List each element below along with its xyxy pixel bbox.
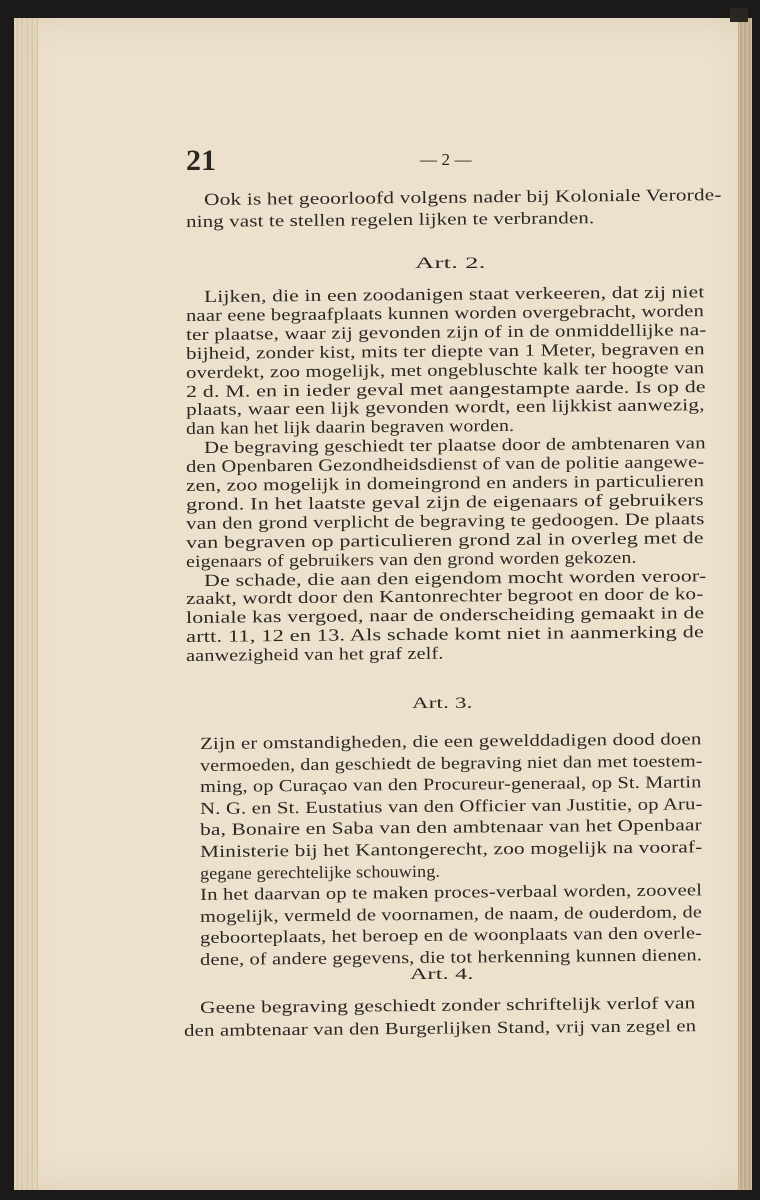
text-line: In het daarvan op te maken proces-verbaal worden, zooveel — [200, 880, 703, 905]
text-line: plaats, waar een lijk gevonden wordt, een lijkkist aanwezig, — [186, 395, 705, 420]
text-line: ter plaatse, waar zij gevonden zijn of in de onmiddellijke na- — [186, 319, 707, 344]
text-line: den Openbaren Gezondheidsdienst of van de politie aangewe- — [186, 452, 705, 477]
article-heading: Art. 4. — [410, 966, 474, 983]
book-corner — [730, 8, 748, 22]
article-heading: Art. 2. — [415, 255, 486, 272]
text-line: De schade, die aan den eigendom mocht worden veroor- — [204, 565, 707, 590]
text-line: Ook is het geoorloofd volgens nader bij Koloniale Verorde- — [204, 185, 722, 209]
text-line: naar eene begraafplaats kunnen worden overgebracht, worden — [186, 301, 705, 325]
text-line: Geene begraving geschiedt zonder schriftelijk verlof van — [200, 993, 696, 1017]
text-line: den ambtenaar van den Burgerlijken Stand, vrij van zegel en — [184, 1016, 697, 1040]
text-line: dan kan het lijk daarin begraven worden. — [186, 416, 515, 439]
text-line: gegane gerechtelijke schouwing. — [200, 861, 441, 883]
page-folio-number: 21 — [186, 144, 216, 177]
text-line: artt. 11, 12 en 13. Als schade komt niet in aanmerking de — [186, 622, 705, 647]
article-heading: Art. 3. — [412, 695, 473, 712]
text-line: ming, op Curaçao van den Procureur-generaal, op St. Martin — [200, 772, 702, 797]
text-line: mogelijk, vermeld de voornamen, de naam, de ouderdom, de — [200, 902, 703, 926]
text-line: geboorteplaats, het beroep en de woonplaats van den overle- — [200, 923, 703, 948]
text-line: Zijn er omstandigheden, die een gewelddadigen dood doen — [200, 729, 702, 753]
text-line: aanwezigheid van het graf zelf. — [186, 643, 444, 666]
text-line: De begraving geschiedt ter plaatse door de ambtenaren van — [204, 433, 706, 458]
text-line: Ministerie bij het Kantongerecht, zoo mogelijk na vooraf- — [200, 837, 703, 861]
text-line: bijheid, zonder kist, mits ter diepte van 1 Meter, begraven en — [186, 338, 705, 363]
text-line: ba, Bonaire en Saba van den ambtenaar van het Openbaar — [200, 815, 702, 840]
text-line: Lijken, die in een zoodanigen staat verkeeren, dat zij niet — [204, 282, 705, 306]
text-line: overdekt, zoo mogelijk, met ongebluschte kalk ter hoogte van — [186, 357, 705, 382]
text-line: vermoeden, dan geschiedt de begraving niet dan met toestem- — [200, 750, 703, 775]
text-line: dene, of andere gegevens, die tot herkenning kunnen dienen. — [200, 945, 703, 969]
text-line: ning vast te stellen regelen lijken te verbranden. — [186, 208, 595, 231]
text-line: zen, zoo mogelijk in domeingrond en anders in particulieren — [186, 471, 705, 495]
text-line: loniale kas vergoed, naar de onderscheiding gemaakt in de — [186, 603, 705, 628]
page-number: — 2 — — [420, 150, 472, 169]
text-line: van den grond verplicht de begraving te gedoogen. De plaats — [186, 508, 705, 533]
text-line: zaakt, wordt door den Kantonrechter begroot en door de ko- — [186, 584, 704, 609]
text-line: grond. In het laatste geval zijn de eigenaars of gebruikers — [186, 490, 704, 514]
page-stack-right-edge — [738, 18, 752, 1190]
text-line: eigenaars of gebruikers van den grond worden gekozen. — [186, 547, 637, 571]
text-line: 2 d. M. en in ieder geval met aangestampte aarde. Is op de — [186, 376, 706, 401]
page-stack-left-edge — [14, 18, 38, 1190]
text-line: N. G. en St. Eustatius van den Officier van Justitie, op Aru- — [200, 794, 703, 818]
text-line: van begraven op particulieren grond zal in overleg met de — [186, 527, 704, 552]
